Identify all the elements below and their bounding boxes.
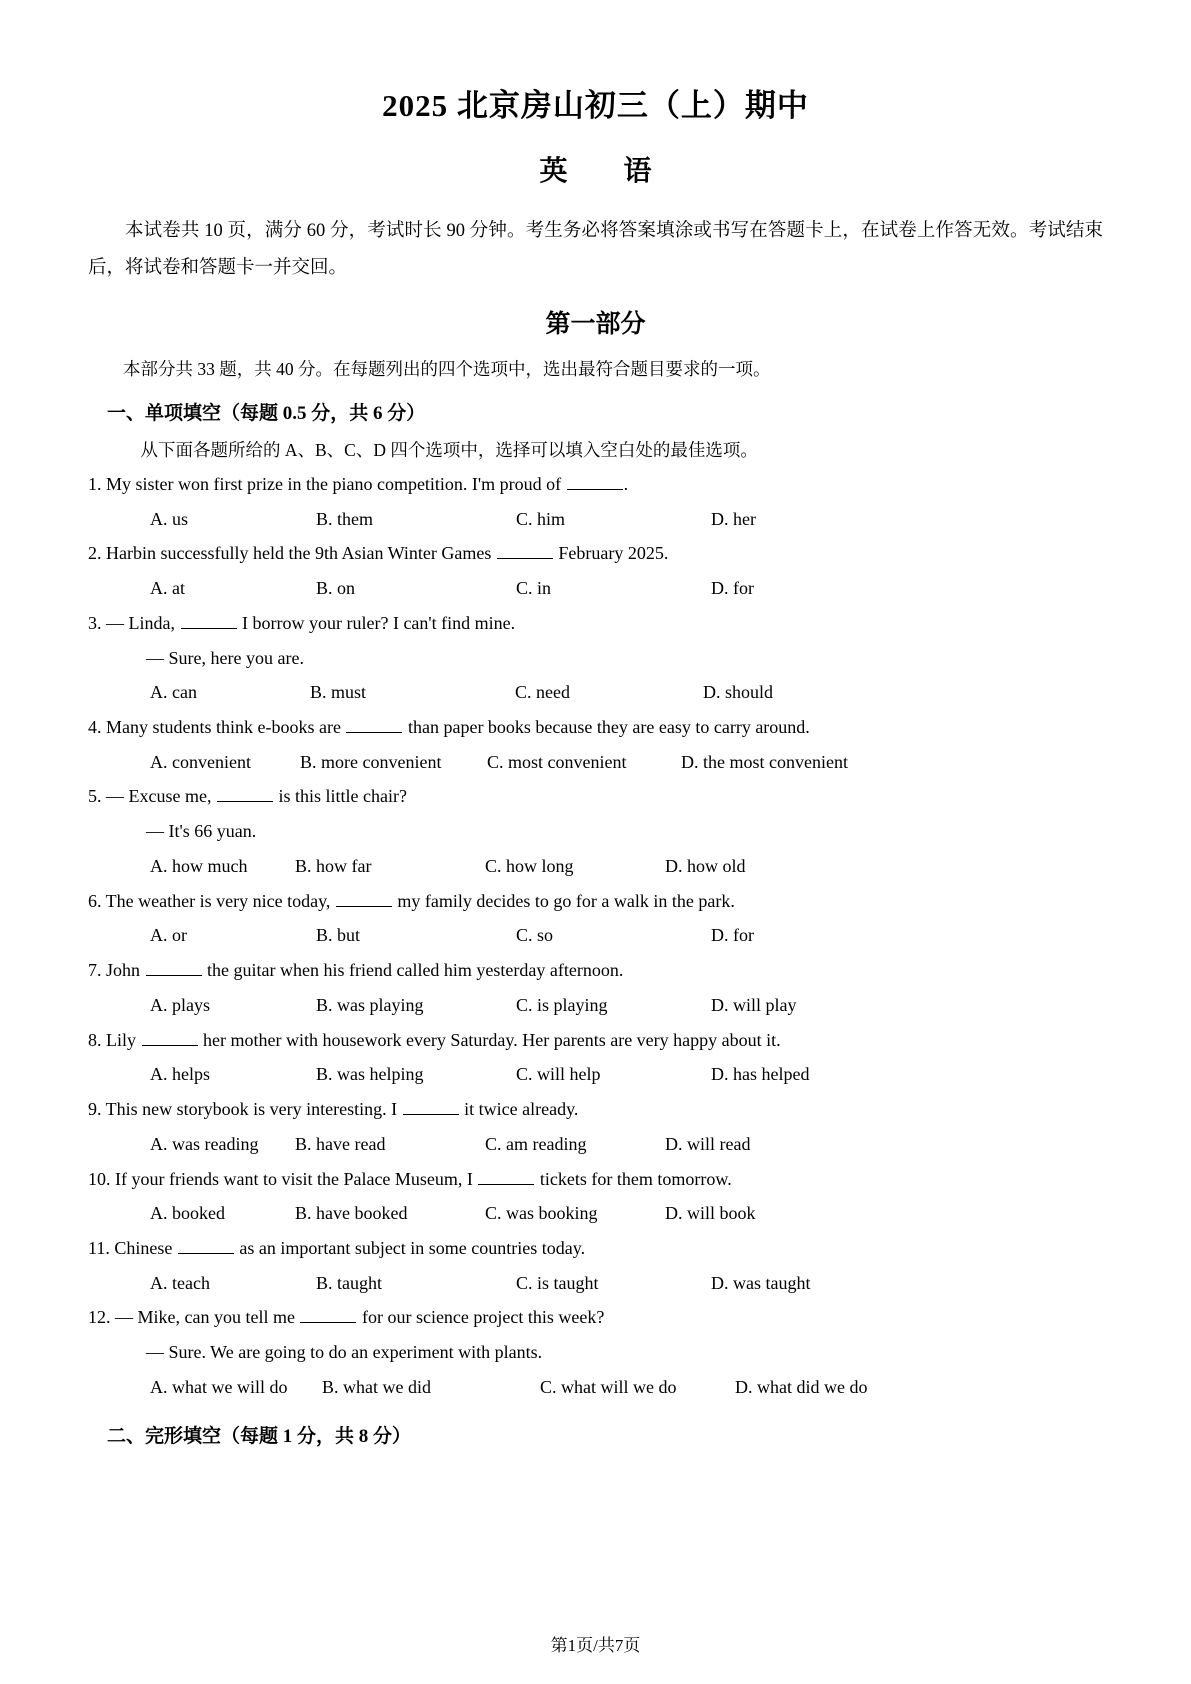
- option-c[interactable]: C. need: [515, 682, 570, 703]
- question-item: [88, 467, 1103, 536]
- question-number: 1.: [88, 473, 102, 494]
- option-c[interactable]: C. in: [516, 578, 552, 599]
- question-item: [88, 1092, 1103, 1161]
- option-d[interactable]: D. will read: [665, 1133, 751, 1154]
- question-number: 8.: [88, 1029, 102, 1050]
- question-item: [88, 884, 1103, 953]
- question-stem: [88, 1300, 1103, 1335]
- option-c[interactable]: C. is playing: [516, 994, 608, 1015]
- option-b[interactable]: B. must: [310, 682, 367, 703]
- option-d[interactable]: D. will play: [711, 994, 797, 1015]
- stem-after-blank: as an important subject in some countries today.: [234, 1237, 586, 1258]
- option-row: [88, 745, 1103, 780]
- answer-blank[interactable]: [178, 1236, 234, 1254]
- option-c[interactable]: C. so: [516, 925, 554, 946]
- question-continuation: — Sure, here you are.: [146, 647, 304, 668]
- option-d[interactable]: D. how old: [665, 855, 746, 876]
- part-one-description: 本部分共 33 题，共 40 分。在每题列出的四个选项中，选出最符合题目要求的一项。: [123, 359, 771, 380]
- stem-after-blank: for our science project this week?: [357, 1307, 605, 1328]
- option-a[interactable]: A. or: [150, 925, 187, 946]
- option-c[interactable]: C. him: [516, 508, 566, 529]
- stem-after-blank: February 2025.: [553, 543, 669, 564]
- stem-before-blank: This new storybook is very interesting. I: [101, 1099, 402, 1120]
- stem-before-blank: — Mike, can you tell me: [110, 1307, 300, 1328]
- answer-blank[interactable]: [146, 959, 202, 977]
- stem-before-blank: Many students think e-books are: [101, 716, 346, 737]
- option-d[interactable]: D. was taught: [711, 1272, 811, 1293]
- option-c[interactable]: C. am reading: [485, 1133, 587, 1154]
- option-b[interactable]: B. was playing: [316, 994, 424, 1015]
- option-d[interactable]: D. should: [703, 682, 774, 703]
- question-item: [88, 953, 1103, 1022]
- question-item: [88, 1023, 1103, 1092]
- stem-before-blank: John: [101, 960, 145, 981]
- question-item: [88, 779, 1103, 883]
- question-number: 11.: [88, 1237, 110, 1258]
- answer-blank[interactable]: [346, 715, 402, 733]
- question-stem: [88, 953, 1103, 988]
- option-a[interactable]: A. convenient: [150, 751, 251, 772]
- stem-before-blank: Chinese: [109, 1237, 177, 1258]
- option-c[interactable]: C. was booking: [485, 1203, 598, 1224]
- option-b[interactable]: B. have booked: [295, 1203, 408, 1224]
- question-stem: [88, 1162, 1103, 1197]
- stem-before-blank: — Excuse me,: [101, 786, 216, 807]
- question-number: 7.: [88, 960, 102, 981]
- answer-blank[interactable]: [300, 1306, 356, 1324]
- option-b[interactable]: B. on: [316, 578, 356, 599]
- subject-title: 英 语: [539, 156, 652, 188]
- option-b[interactable]: B. but: [316, 925, 361, 946]
- option-d[interactable]: D. for: [711, 578, 754, 599]
- option-c[interactable]: C. most convenient: [487, 751, 627, 772]
- stem-before-blank: The weather is very nice today,: [101, 890, 335, 911]
- option-d[interactable]: D. has helped: [711, 1064, 810, 1085]
- option-a[interactable]: A. what we will do: [150, 1376, 288, 1397]
- question-stem: [88, 1092, 1103, 1127]
- option-b[interactable]: B. was helping: [316, 1064, 424, 1085]
- option-row: [88, 918, 1103, 953]
- question-item: [88, 1231, 1103, 1300]
- page-title: 2025 北京房山初三（上）期中: [382, 88, 809, 123]
- question-item: [88, 710, 1103, 779]
- question-list: [88, 467, 1103, 1405]
- question-stem: [88, 710, 1103, 745]
- stem-after-blank: the guitar when his friend called him yesterday afternoon.: [202, 960, 624, 981]
- stem-before-blank: My sister won first prize in the piano competition. I'm proud of: [101, 473, 566, 494]
- option-c[interactable]: C. will help: [516, 1064, 601, 1085]
- section-two-heading: 二、完形填空（每题 1 分，共 8 分）: [107, 1425, 412, 1447]
- option-c[interactable]: C. is taught: [516, 1272, 599, 1293]
- option-d[interactable]: D. what did we do: [735, 1376, 868, 1397]
- question-stem: [88, 779, 1103, 814]
- answer-blank[interactable]: [478, 1167, 534, 1185]
- option-a[interactable]: A. at: [150, 578, 185, 599]
- question-item: [88, 536, 1103, 605]
- stem-before-blank: Lily: [101, 1029, 141, 1050]
- question-number: 12.: [88, 1307, 111, 1328]
- option-row: [88, 675, 1103, 710]
- option-row: [88, 1370, 1103, 1405]
- question-item: [88, 1300, 1103, 1404]
- question-item: [88, 606, 1103, 710]
- option-c[interactable]: C. how long: [485, 855, 574, 876]
- option-row: [88, 849, 1103, 884]
- stem-after-blank: tickets for them tomorrow.: [535, 1168, 732, 1189]
- question-continuation: — It's 66 yuan.: [146, 821, 257, 842]
- page-footer: 第1页/共7页: [550, 1636, 641, 1656]
- stem-after-blank: .: [623, 473, 629, 494]
- answer-blank[interactable]: [336, 889, 392, 907]
- exam-notice: 本试卷共 10 页，满分 60 分，考试时长 90 分钟。考生务必将答案填涂或书写在答题卡上，在试卷上作答无效。考试结束后，将试卷和答题卡一并交回。: [88, 220, 1103, 278]
- answer-blank[interactable]: [217, 785, 273, 803]
- answer-blank[interactable]: [142, 1028, 198, 1046]
- question-stem: [88, 1231, 1103, 1266]
- option-b[interactable]: B. what we did: [322, 1376, 431, 1397]
- stem-after-blank: it twice already.: [459, 1099, 579, 1120]
- question-number: 6.: [88, 890, 102, 911]
- option-b[interactable]: B. them: [316, 508, 373, 529]
- question-stem: [88, 536, 1103, 571]
- option-a[interactable]: A. can: [150, 682, 197, 703]
- option-row: [88, 1196, 1103, 1231]
- stem-before-blank: If your friends want to visit the Palace Museum, I: [110, 1168, 478, 1189]
- stem-after-blank: than paper books because they are easy to carry around.: [403, 716, 810, 737]
- option-a[interactable]: A. helps: [150, 1064, 210, 1085]
- option-a[interactable]: A. us: [150, 508, 189, 529]
- option-a[interactable]: A. teach: [150, 1272, 210, 1293]
- option-b[interactable]: B. have read: [295, 1133, 386, 1154]
- question-number: 10.: [88, 1168, 111, 1189]
- option-a[interactable]: A. was reading: [150, 1133, 259, 1154]
- question-stem: [88, 467, 1103, 502]
- question-stem: [88, 884, 1103, 919]
- stem-after-blank: I borrow your ruler? I can't find mine.: [237, 612, 516, 633]
- stem-after-blank: my family decides to go for a walk in the park.: [392, 890, 735, 911]
- question-number: 5.: [88, 786, 102, 807]
- answer-blank[interactable]: [567, 472, 623, 490]
- option-row: [88, 988, 1103, 1023]
- option-a[interactable]: A. how much: [150, 855, 248, 876]
- option-b[interactable]: B. more convenient: [300, 751, 442, 772]
- question-number: 4.: [88, 716, 102, 737]
- question-stem: [88, 1023, 1103, 1058]
- option-row: [88, 1057, 1103, 1092]
- section-one-heading: 一、单项填空（每题 0.5 分，共 6 分）: [107, 403, 426, 425]
- option-row: [88, 1127, 1103, 1162]
- option-d[interactable]: D. will book: [665, 1203, 756, 1224]
- answer-blank[interactable]: [403, 1098, 459, 1116]
- answer-blank[interactable]: [497, 542, 553, 560]
- stem-before-blank: Harbin successfully held the 9th Asian Winter Games: [101, 543, 496, 564]
- stem-after-blank: is this little chair?: [273, 786, 407, 807]
- option-a[interactable]: A. plays: [150, 994, 210, 1015]
- option-b[interactable]: B. how far: [295, 855, 372, 876]
- question-number: 9.: [88, 1099, 102, 1120]
- question-number: 3.: [88, 612, 102, 633]
- option-a[interactable]: A. booked: [150, 1203, 225, 1224]
- question-continuation: — Sure. We are going to do an experiment with plants.: [146, 1342, 543, 1363]
- option-d[interactable]: D. her: [711, 508, 756, 529]
- question-item: [88, 1162, 1103, 1231]
- section-one-description: 从下面各题所给的 A、B、C、D 四个选项中，选择可以填入空白处的最佳选项。: [140, 439, 758, 460]
- option-c[interactable]: C. what will we do: [540, 1376, 677, 1397]
- option-row: [88, 502, 1103, 537]
- option-d[interactable]: D. the most convenient: [681, 751, 848, 772]
- question-stem: [88, 606, 1103, 641]
- question-number: 2.: [88, 543, 102, 564]
- part-one-heading: 第一部分: [545, 310, 646, 338]
- option-d[interactable]: D. for: [711, 925, 754, 946]
- stem-before-blank: — Linda,: [101, 612, 180, 633]
- answer-blank[interactable]: [181, 611, 237, 629]
- option-b[interactable]: B. taught: [316, 1272, 382, 1293]
- option-row: [88, 571, 1103, 606]
- stem-after-blank: her mother with housework every Saturday. Her parents are very happy about it.: [198, 1029, 781, 1050]
- option-row: [88, 1266, 1103, 1301]
